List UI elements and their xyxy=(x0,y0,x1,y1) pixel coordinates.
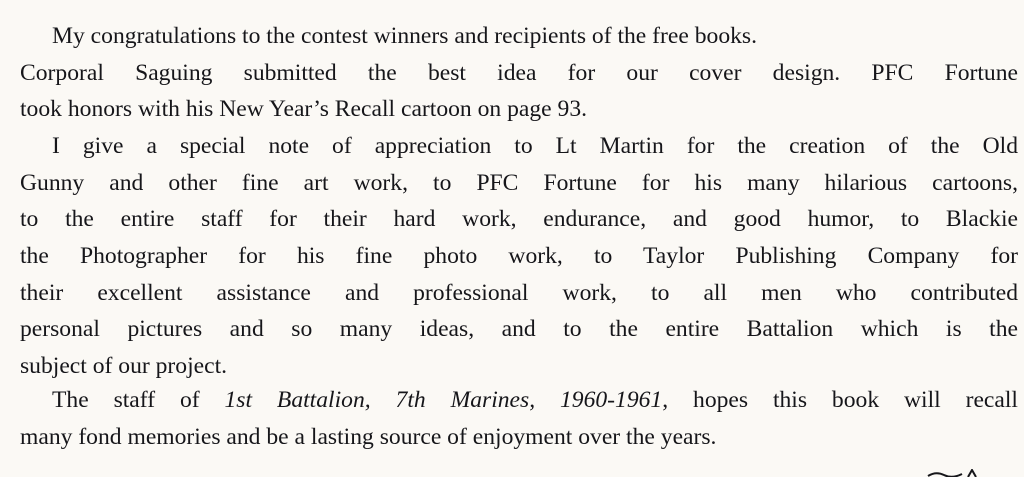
text-line: took honors with his New Year’s Recall cartoon on page 93. xyxy=(20,96,588,123)
text-line: Corporal Saguing submitted the best idea for our cover design. PFC Fortune xyxy=(20,59,1018,86)
text-line: subject of our project. xyxy=(20,353,228,380)
text-line: personal pictures and so many ideas, and to the entire Battalion which is the xyxy=(20,316,1018,343)
text-line: I give a special note of appreciation to Lt Martin for the creation of the Old xyxy=(52,133,1018,159)
signature-fragment xyxy=(924,469,984,477)
text-run: , hopes this book will recall xyxy=(662,387,1018,413)
text-line: many fond memories and be a lasting source of enjoyment over the years. xyxy=(20,423,717,450)
paragraph-closing xyxy=(20,382,1018,455)
text-line: to the entire staff for their hard work, endurance, and good humor, to Blackie xyxy=(20,206,1018,233)
paragraph-congratulations xyxy=(20,18,1018,128)
text-line: their excellent assistance and professional work, to all men who contributed xyxy=(20,279,1018,306)
text-line xyxy=(20,382,1018,419)
text-line: My congratulations to the contest winners and recipients of the free books. xyxy=(52,23,758,49)
text-line: Gunny and other fine art work, to PFC Fortune for his many hilarious cartoons, xyxy=(20,169,1018,196)
book-title: 1st Battalion, 7th Marines, 1960-1961 xyxy=(224,387,663,413)
text-line: the Photographer for his fine photo work, to Taylor Publishing Company for xyxy=(20,243,1018,270)
paragraph-appreciation xyxy=(20,128,1018,385)
text-run: The staff of xyxy=(52,387,225,413)
